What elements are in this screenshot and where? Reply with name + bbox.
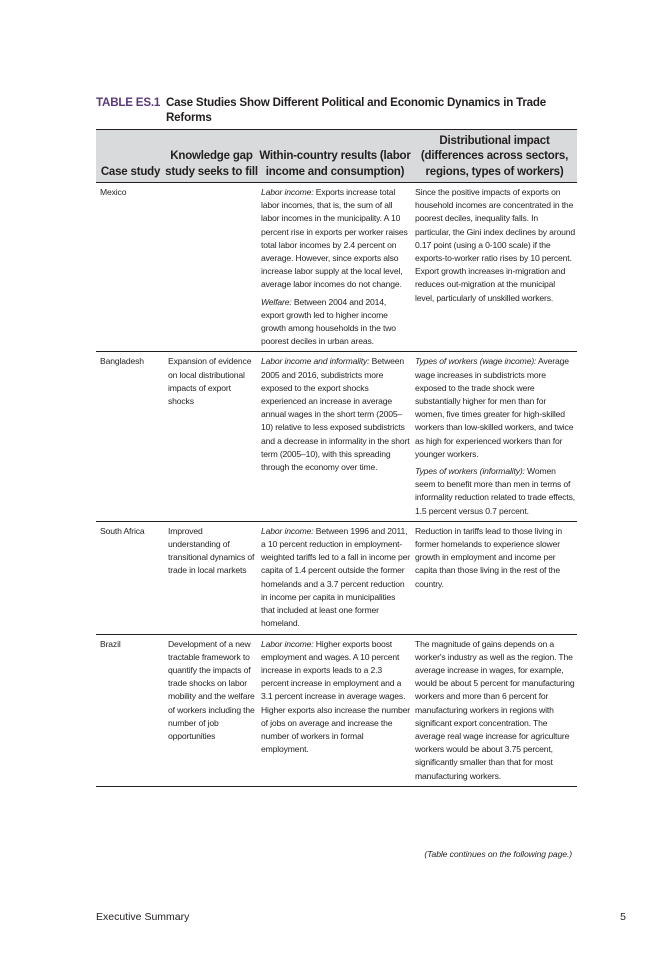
- header-distributional: Distributional impact (differences across sectors, regions, types of workers): [420, 134, 569, 178]
- table-title: Case Studies Show Different Political and Economic Dynamics in Trade Reforms: [166, 96, 547, 124]
- cell-within-country: [258, 183, 412, 351]
- paragraph-text: The magnitude of gains depends on a worker's industry as well as the region. The average increase in wages, for example, would be about 5 percent for manufacturing workers and more than 6 percent for manufacturing workers in regions with significant export concentration. The average real wage increase for agriculture workers would be about 3.75 percent, significantly smaller than that for most manufacturing workers.: [415, 638, 575, 781]
- page-number: 5: [620, 911, 626, 923]
- cell-knowledge-gap: Improved understanding of transitional dynamics of trade in local markets: [168, 525, 255, 576]
- table-label: TABLE ES.1: [96, 96, 161, 109]
- paragraph-label: Labor income:: [261, 638, 314, 649]
- paragraph-text: Between 2005 and 2016, subdistricts more exposed to the export shocks experienced an increase in average annual wages in the short term (2005–10) relative to less exposed subdistricts and a decrease in informality in the short term (2005–10), with this spreading through the economy over time.: [261, 356, 410, 473]
- cell-paragraph: [415, 638, 575, 783]
- cell-paragraph: [261, 525, 410, 631]
- cell-paragraph: [261, 296, 410, 349]
- paragraph-text: Women seem to benefit more than men in terms of informality reduction related to trade effects, 1.5 percent versus 0.7 percent.: [415, 466, 575, 516]
- paragraph-label: Types of workers (informality):: [415, 466, 525, 477]
- cell-within-country: [258, 522, 412, 634]
- cell-paragraph: [261, 638, 410, 757]
- cell-knowledge-gap: [165, 183, 258, 351]
- footer-section: Executive Summary: [96, 911, 190, 923]
- paragraph-text: Between 1996 and 2011, a 10 percent reduction in employment-weighted tariffs led to a fall in income per capita of 1.4 percent outside the former homelands and a 3.7 percent reduction in income per capita in municipalities that included at least one former homeland.: [261, 525, 410, 629]
- cell-case-study: Brazil: [100, 638, 121, 649]
- table-header-row: [96, 129, 577, 183]
- cell-within-country: [258, 635, 412, 786]
- cell-paragraph: [415, 186, 575, 305]
- table-row: [96, 522, 577, 635]
- table-caption: [96, 95, 576, 125]
- paragraph-text: Exports increase total labor incomes, that is, the sum of all labor incomes in the municipality. A 10 percent rise in exports per worker raises total labor incomes by 2.4 percent on average. However, since exports also increase labor supply at the local level, average labor incomes do not change.: [261, 187, 408, 290]
- cell-paragraph: [415, 525, 575, 591]
- cell-distributional: [412, 183, 577, 351]
- table-body: [96, 183, 577, 787]
- cell-case-study: South Africa: [100, 525, 145, 536]
- table-row: [96, 183, 577, 352]
- paragraph-label: Labor income:: [261, 187, 314, 197]
- cell-case-study: Mexico: [100, 187, 127, 197]
- paragraph-label: Welfare:: [261, 296, 292, 307]
- paragraph-label: Labor income:: [261, 525, 314, 536]
- cell-distributional: [412, 352, 577, 520]
- header-within-country: Within-country results (labor income and consumption): [259, 150, 411, 178]
- cell-paragraph: [415, 465, 575, 518]
- cell-paragraph: [261, 186, 410, 292]
- paragraph-label: Labor income and informality:: [261, 356, 370, 367]
- header-knowledge-gap: Knowledge gap study seeks to fill: [165, 150, 258, 178]
- paragraph-text: Since the positive impacts of exports on household incomes are concentrated in the poorest deciles, inequality falls. In particular, the Gini index declines by around 0.17 point (using a 0-100 scale) if the exports-to-worker ratio rises by 10 percent. Export growth increases in-migration and reduces out-migration at the municipal level, particularly of unskilled workers.: [415, 187, 575, 303]
- cell-distributional: [412, 522, 577, 634]
- table-row: [96, 352, 577, 521]
- cell-distributional: [412, 635, 577, 786]
- cell-knowledge-gap: Expansion of evidence on local distributional impacts of export shocks: [168, 356, 252, 407]
- paragraph-label: Types of workers (wage income):: [415, 356, 537, 367]
- header-case-study: Case study: [100, 165, 161, 178]
- table-continue-note: (Table continues on the following page.): [424, 849, 572, 859]
- paragraph-text: Average wage increases in subdistricts more exposed to the trade shock were substantially higher for men than for women, five times greater for high-skilled workers than low-skilled workers, and twice as high for experienced workers than for younger workers.: [415, 356, 574, 459]
- cell-paragraph: [261, 355, 410, 474]
- paragraph-text: Between 2004 and 2014, export growth led to higher income growth among households in the two poorest deciles in urban areas.: [261, 296, 396, 347]
- cell-case-study: Bangladesh: [100, 356, 144, 367]
- cell-knowledge-gap: Development of a new tractable framework to quantify the impacts of trade shocks on labor mobility and the welfare of workers including the number of job opportunities: [168, 638, 255, 741]
- case-studies-table: [96, 129, 577, 787]
- paragraph-text: Reduction in tariffs lead to those living in former homelands to experience slower growth in employment and income per capita than those living in the rest of the country.: [415, 525, 563, 589]
- cell-within-country: [258, 352, 412, 520]
- table-row: [96, 635, 577, 787]
- paragraph-text: Higher exports boost employment and wages. A 10 percent increase in exports leads to a 2.3 percent increase in employment and a 3.1 percent increase in average wages. Higher exports also increase the number of jobs on average and increase the number of workers in formal employment.: [261, 638, 410, 755]
- cell-paragraph: [415, 355, 575, 461]
